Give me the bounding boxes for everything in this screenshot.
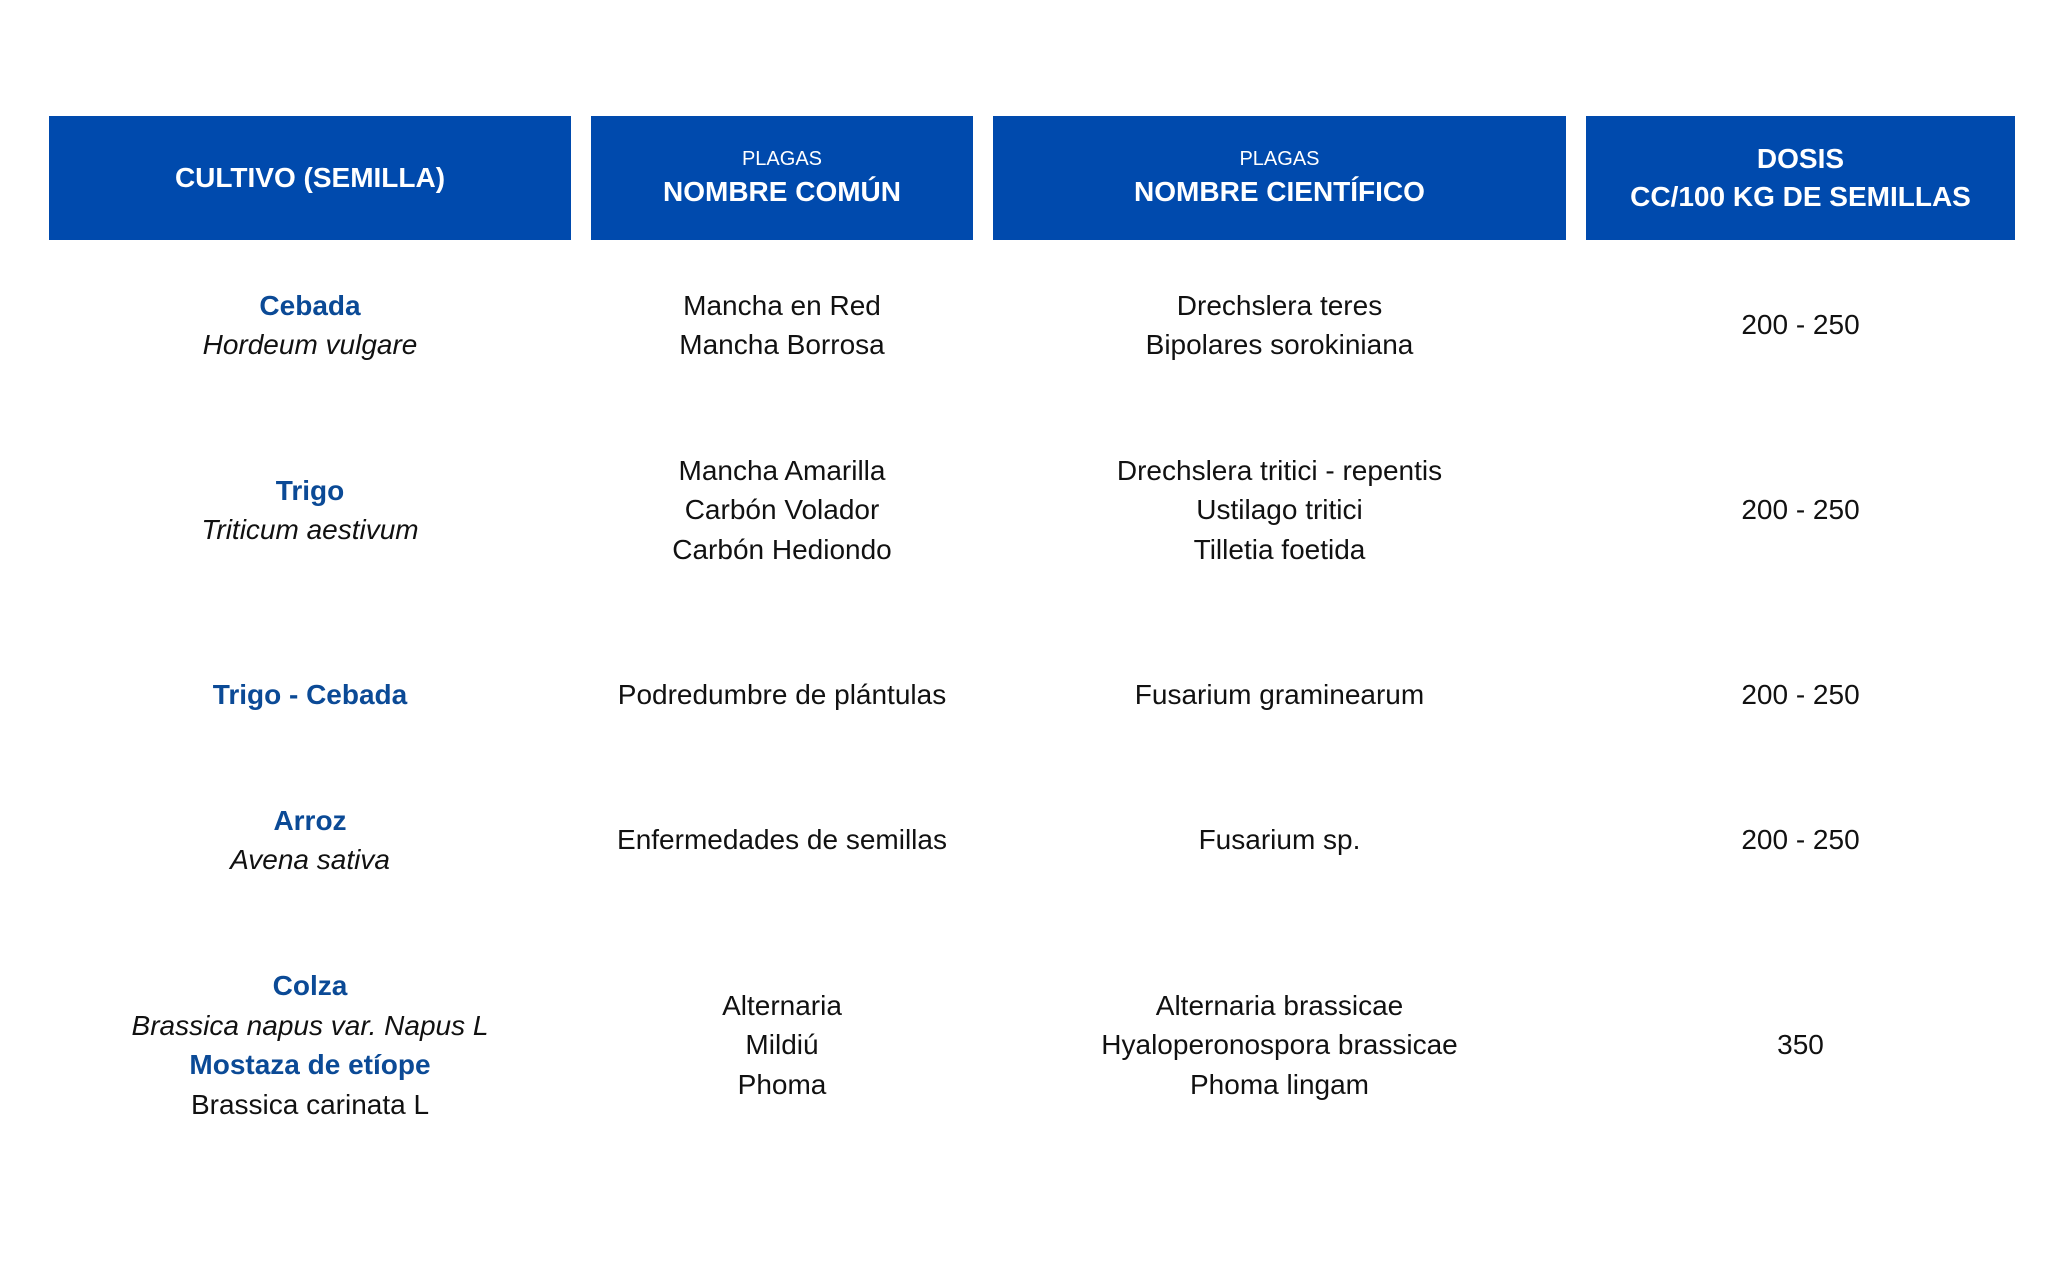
header-common-name-sup: PLAGAS: [741, 148, 823, 170]
pest-scientific-name: Drechslera teres: [1176, 289, 1383, 321]
crop-name: Colza: [272, 970, 348, 1001]
pest-common-name: Carbón Volador: [684, 494, 880, 526]
row-4-dose: [1586, 790, 2015, 890]
pest-common-name: Phoma: [737, 1068, 827, 1100]
crop-name: Arroz: [273, 804, 347, 836]
header-scientific-name: [993, 116, 1566, 240]
pest-scientific-name: Fusarium graminearum: [1134, 679, 1425, 711]
header-dose: [1586, 116, 2015, 240]
dose-value: 350: [1777, 1029, 1824, 1061]
crop-scientific-name: Avena sativa: [230, 844, 390, 875]
crop-name: Cebada: [259, 289, 361, 321]
header-dose-line1: DOSIS: [1756, 143, 1845, 174]
dose-value: 200 - 250: [1741, 679, 1860, 711]
crop-scientific-name: Triticum aestivum: [201, 514, 419, 545]
pest-common-name: Carbón Hediondo: [672, 533, 892, 565]
pest-common-name: Mancha Borrosa: [679, 329, 885, 360]
row-5-common: [591, 945, 973, 1145]
crop-scientific-name: Brassica carinata L: [190, 1088, 430, 1120]
header-scientific-name-sup: PLAGAS: [1239, 148, 1320, 170]
dose-value: 200 - 250: [1741, 494, 1860, 526]
pest-scientific-name: Alternaria brassicae: [1155, 989, 1404, 1021]
row-1-scientific: [993, 275, 1566, 375]
row-4-crop: [49, 790, 571, 890]
pest-scientific-name: Bipolares sorokiniana: [1145, 329, 1414, 360]
row-3-dose: [1586, 655, 2015, 735]
crop-scientific-name: Brassica napus var. Napus L: [131, 1009, 489, 1041]
row-5-scientific: [993, 945, 1566, 1145]
header-common-name: [591, 116, 973, 240]
pest-scientific-name: Fusarium sp.: [1198, 824, 1361, 856]
pest-common-name: Alternaria: [722, 989, 842, 1021]
crop-scientific-name: Hordeum vulgare: [202, 329, 418, 360]
row-2-dose: [1586, 430, 2015, 590]
pest-scientific-name: Ustilago tritici: [1196, 494, 1363, 526]
row-3-common: [591, 655, 973, 735]
row-2-crop: [49, 430, 571, 590]
header-crop-label: CULTIVO (SEMILLA): [174, 162, 446, 193]
row-1-crop: [49, 275, 571, 375]
dose-value: 200 - 250: [1741, 309, 1860, 341]
pest-scientific-name: Hyaloperonospora brassicae: [1101, 1029, 1458, 1061]
pest-scientific-name: Drechslera tritici - repentis: [1116, 454, 1443, 486]
crop-name: Trigo: [275, 474, 345, 506]
pest-common-name: Mildiú: [745, 1029, 819, 1061]
row-3-scientific: [993, 655, 1566, 735]
row-5-crop: [49, 945, 571, 1145]
pest-common-name: Mancha Amarilla: [678, 454, 886, 486]
pest-common-name: Enfermedades de semillas: [617, 824, 947, 856]
pest-common-name: Mancha en Red: [683, 289, 881, 321]
crop-name: Trigo - Cebada: [212, 679, 408, 711]
header-crop: [49, 116, 571, 240]
row-4-scientific: [993, 790, 1566, 890]
pest-scientific-name: Tilletia foetida: [1193, 533, 1366, 565]
header-scientific-name-label: NOMBRE CIENTÍFICO: [1134, 176, 1425, 207]
row-1-common: [591, 275, 973, 375]
row-2-scientific: [993, 430, 1566, 590]
crop-name: Mostaza de etíope: [189, 1049, 431, 1080]
row-4-common: [591, 790, 973, 890]
pest-common-name: Podredumbre de plántulas: [617, 679, 947, 711]
row-3-crop: [49, 655, 571, 735]
dose-value: 200 - 250: [1741, 824, 1860, 856]
row-1-dose: [1586, 275, 2015, 375]
header-common-name-label: NOMBRE COMÚN: [663, 176, 901, 207]
row-5-dose: [1586, 945, 2015, 1145]
row-2-common: [591, 430, 973, 590]
header-dose-line2: CC/100 KG DE SEMILLAS: [1630, 181, 1971, 212]
pest-scientific-name: Phoma lingam: [1190, 1068, 1369, 1100]
